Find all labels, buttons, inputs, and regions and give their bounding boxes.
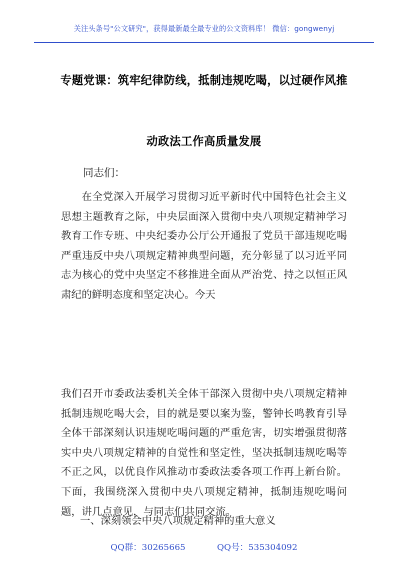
header-divider xyxy=(34,42,374,43)
footer-qq-group: QQ群：30265665 xyxy=(110,543,186,553)
footer-qq-number: QQ号：535304092 xyxy=(217,543,298,553)
footer-contact xyxy=(0,541,408,553)
header-banner: 关注头条号"公文研究"，获得最新最全最专业的公文资料库！ 微信：gongwenyj xyxy=(73,24,335,33)
section-heading: 一、深刻领会中央八项规定精神的重大意义 xyxy=(80,515,276,527)
body-paragraph: 在全党深入开展学习贯彻习近平新时代中国特色社会主义思想主题教育之际，中央层面深入贯彻中央八项规定精神学习教育工作专班、中央纪委办公厅公开通报了党员干部违规吃喝严重违反中央八项规定精神典型问题，充分彰显了以习近平同志为核心的党中央坚定不移推进全面从严治党、持之以恒正风肃纪的鲜明态度和坚定决心。今天 xyxy=(61,191,347,301)
document-title-line1: 专题党课：筑牢纪律防线，抵制违规吃喝，以过硬作风推 xyxy=(60,73,348,87)
document-title-line2: 动政法工作高质量发展 xyxy=(146,134,262,148)
salutation: 同志们： xyxy=(83,167,125,179)
body-paragraph: 我们召开市委政法委机关全体干部深入贯彻中央八项规定精神抵制违规吃喝大会，目的就是要以案为鉴，警钟长鸣教育引导全体干部深刻认识违规吃喝问题的严重危害，切实增强贯彻落实中央八项规定精神的自觉性和坚定性，坚决抵制违规吃喝等不正之风，以优良作风推动市委政法委各项工作再上新台阶。下面，我围绕深入贯彻中央八项规定精神，抵制违规吃喝问题，讲几点意见，与同志们共同交流。 xyxy=(61,388,347,518)
